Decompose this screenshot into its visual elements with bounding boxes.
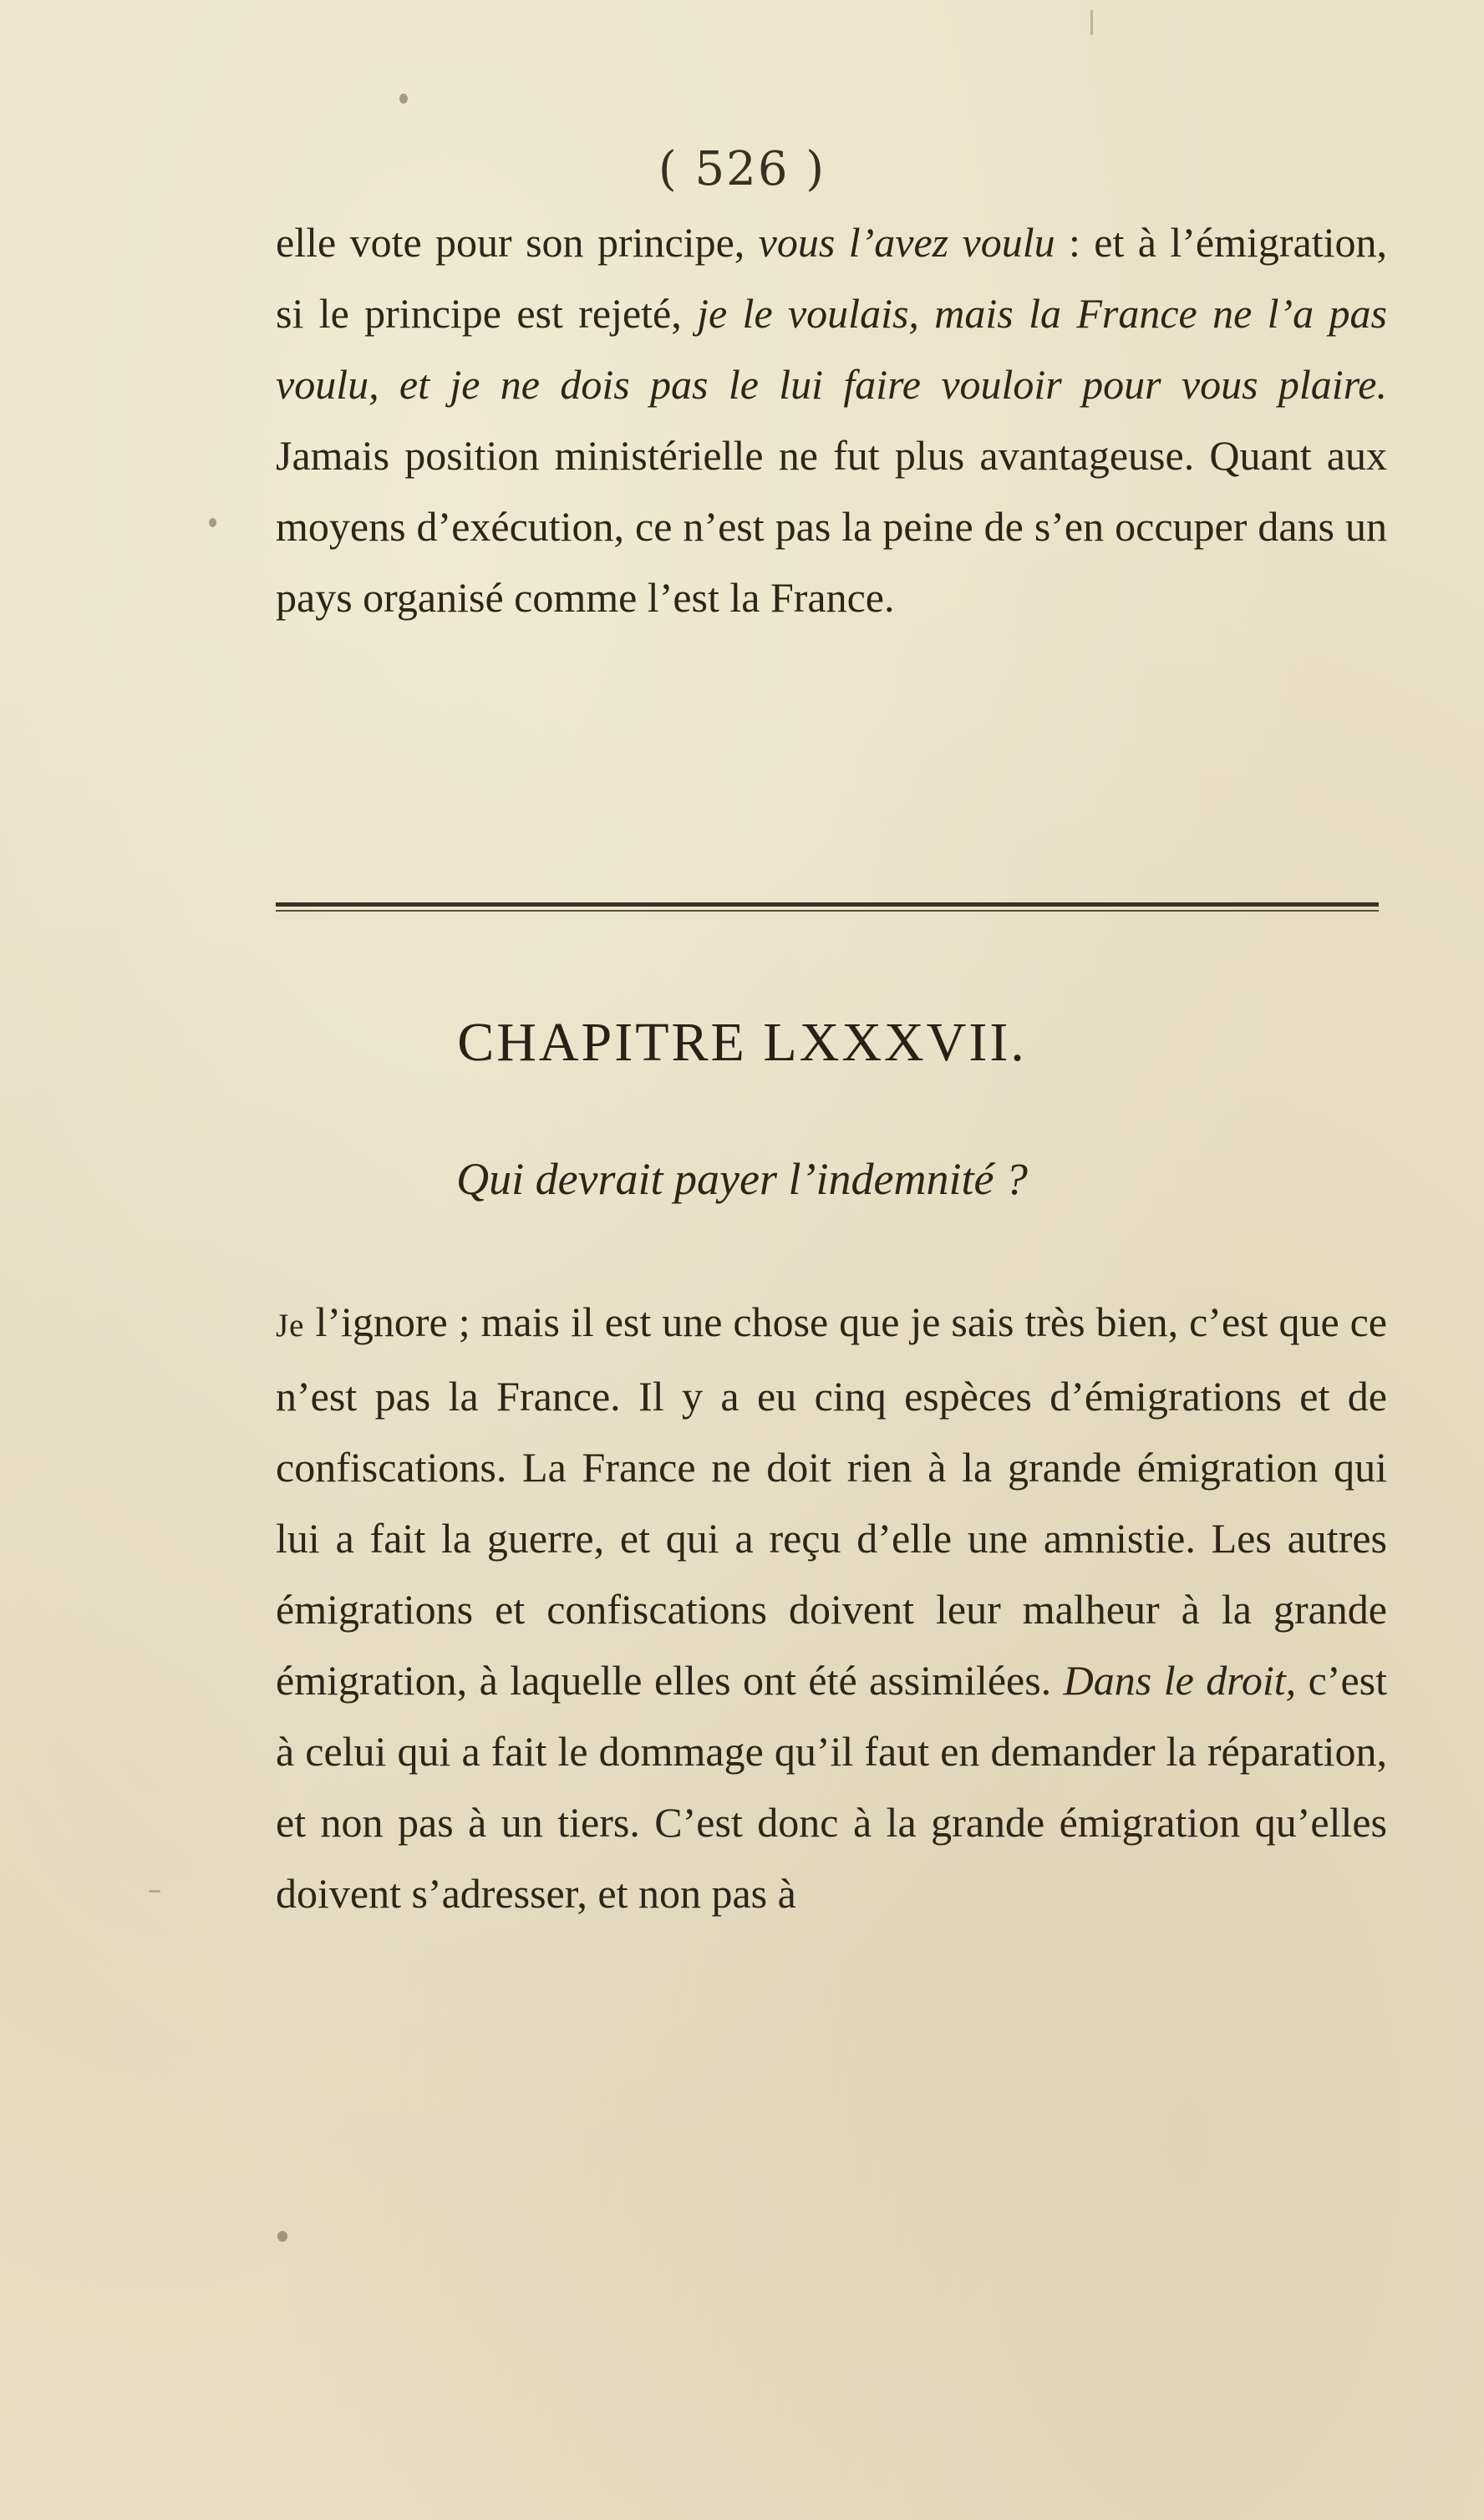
divider-thin-line <box>276 910 1379 912</box>
text-segment: l’ignore ; mais il est une chose que je sais très bien, c’est que ce n’est pas la France. Il y a eu cinq espèces d’émigrations et de confiscations. La France ne doit rien à la grande émigration qui lui a fait la guerre, et qui a reçu d’elle une amnistie. Les autres émigrations et confiscations doivent leur malheur à la grande émigration, à laquelle elles ont été assimilées. <box>276 1298 1387 1704</box>
paper-speck <box>209 518 216 527</box>
lead-word: Je <box>276 1308 305 1344</box>
paper-speck <box>149 1890 160 1893</box>
text-segment: Jamais position ministérielle ne fut plus avantageuse. Quant aux moyens d’exécution, ce n’est pas la peine de s’en occuper dans un pays organisé comme l’est la France. <box>276 432 1387 621</box>
continuation-paragraph <box>276 207 1387 633</box>
chapter-body <box>276 1287 1387 1929</box>
paper-speck <box>399 94 408 104</box>
page-number: ( 526 ) <box>658 142 826 196</box>
paper-speck <box>1090 10 1093 35</box>
section-divider <box>276 902 1379 914</box>
text-segment: c’est à celui qui a fait le dommage qu’il faut en demander la réparation, et non pas à un tiers. C’est donc à la grande émigration qu’elles doivent s’adresser, et non pas à <box>276 1657 1387 1917</box>
paper-speck <box>277 2231 287 2242</box>
body-paragraph <box>276 1287 1387 1929</box>
italic-segment: vous l’avez voulu <box>758 219 1055 266</box>
text-segment: elle vote pour son principe, <box>276 219 759 266</box>
text-segment: : et à l’émigration, si le principe est rejeté, <box>276 219 1387 337</box>
chapter-title: CHAPITRE LXXXVII. <box>457 1012 1027 1073</box>
divider-thick-line <box>276 902 1379 907</box>
italic-segment: je le voulais, mais la France ne l’a pas voulu, et je ne dois pas le lui faire vouloir pour vous plaire. <box>276 290 1388 408</box>
chapter-subtitle: Qui devrait payer l’indemnité ? <box>456 1154 1028 1204</box>
italic-segment: Dans le droit, <box>1063 1657 1297 1704</box>
continuation-text <box>276 207 1387 633</box>
